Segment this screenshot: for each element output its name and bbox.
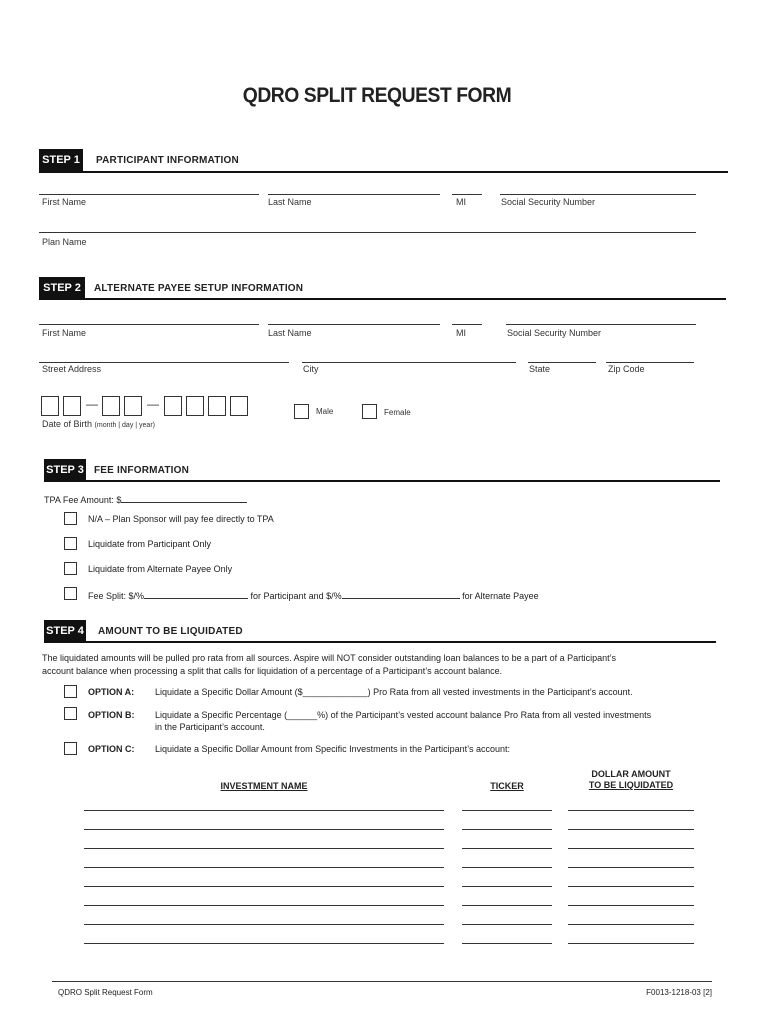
city-label: City [303,364,319,374]
dollar-amount-field[interactable] [568,905,694,906]
dob-label-text: Date of Birth [42,419,93,429]
option-c-label: OPTION C: [88,744,135,754]
dob-year-digit-3[interactable] [208,396,226,416]
street-address-field[interactable] [39,362,289,363]
female-checkbox[interactable] [362,404,377,419]
payee-ssn-label: Social Security Number [507,328,602,338]
option-a-checkbox[interactable] [64,685,77,698]
investment-name-field[interactable] [84,886,444,887]
fee-split-label: Fee Split: $/% [88,591,145,601]
dob-label [42,419,155,429]
ticker-field[interactable] [462,943,552,944]
dollar-amount-field[interactable] [568,829,694,830]
footer-form-name: QDRO Split Request Form [58,988,153,997]
ticker-field[interactable] [462,905,552,906]
investment-name-field[interactable] [84,829,444,830]
plan-name-label: Plan Name [42,237,87,247]
option-b-text-line-2: in the Participant’s account. [155,722,265,732]
fee-split-checkbox[interactable] [64,587,77,600]
zip-code-label: Zip Code [608,364,645,374]
payee-last-name-label: Last Name [268,328,312,338]
participant-first-name-label: First Name [42,197,87,207]
plan-name-field[interactable] [39,232,696,233]
dob-month-digit-2[interactable] [63,396,81,416]
step-2-tag: STEP 2 [39,277,85,299]
fee-split-participant-field[interactable] [144,589,248,599]
payee-first-name-field[interactable] [39,324,259,325]
dollar-amount-field[interactable] [568,848,694,849]
male-checkbox[interactable] [294,404,309,419]
step-3-title: FEE INFORMATION [94,465,190,476]
tpa-fee-amount-field[interactable] [121,493,247,503]
street-address-label: Street Address [42,364,102,374]
investment-name-header: INVESTMENT NAME [220,781,308,791]
dob-format-hint: (month | day | year) [94,422,155,429]
tpa-fee-label: TPA Fee Amount: $ [44,495,122,505]
fee-split-row [88,589,539,601]
payee-ssn-field[interactable] [506,324,696,325]
option-a-text: Liquidate a Specific Dollar Amount ($_____________) Pro Rata from all vested investments in the Participant’s account. [155,687,633,697]
payee-mi-label: MI [456,328,466,338]
dob-month-digit-1[interactable] [41,396,59,416]
dob-year-digit-4[interactable] [230,396,248,416]
step-4-intro-line-1: The liquidated amounts will be pulled pro rata from all sources. Aspire will NOT consider outstanding loan balances to be a part of a Participant’s [42,653,616,663]
dob-day-digit-2[interactable] [124,396,142,416]
ticker-field[interactable] [462,886,552,887]
investment-name-field[interactable] [84,905,444,906]
fee-split-end-label: for Alternate Payee [462,591,539,601]
dob-separator-2: — [147,397,159,411]
participant-last-name-field[interactable] [268,194,440,195]
step-4-rule [44,641,716,643]
option-b-checkbox[interactable] [64,707,77,720]
page-title: QDRO SPLIT REQUEST FORM [242,84,512,107]
dob-year-digit-2[interactable] [186,396,204,416]
tpa-fee-row [44,493,247,505]
dollar-amount-field[interactable] [568,810,694,811]
payee-last-name-field[interactable] [268,324,440,325]
investment-name-field[interactable] [84,810,444,811]
fee-alternate-label: Liquidate from Alternate Payee Only [88,564,233,574]
step-3-tag: STEP 3 [44,459,86,481]
zip-code-field[interactable] [606,362,694,363]
state-field[interactable] [528,362,596,363]
step-1-tag: STEP 1 [39,149,83,171]
ticker-field[interactable] [462,829,552,830]
participant-last-name-label: Last Name [268,197,312,207]
dollar-amount-header-line-1: DOLLAR AMOUNT [591,769,671,779]
male-label: Male [316,407,334,416]
option-c-checkbox[interactable] [64,742,77,755]
investment-name-field[interactable] [84,867,444,868]
ticker-field[interactable] [462,924,552,925]
state-label: State [529,364,551,374]
ticker-field[interactable] [462,867,552,868]
footer-form-code: F0013-1218-03 [2] [646,988,712,997]
ticker-field[interactable] [462,810,552,811]
ticker-header: TICKER [490,781,524,791]
dollar-amount-field[interactable] [568,924,694,925]
dob-year-digit-1[interactable] [164,396,182,416]
option-a-label: OPTION A: [88,687,135,697]
female-label: Female [384,408,411,417]
dollar-amount-field[interactable] [568,943,694,944]
investment-name-field[interactable] [84,848,444,849]
dollar-amount-field[interactable] [568,867,694,868]
dob-day-digit-1[interactable] [102,396,120,416]
payee-first-name-label: First Name [42,328,87,338]
investment-name-field[interactable] [84,943,444,944]
payee-mi-field[interactable] [452,324,482,325]
fee-na-checkbox[interactable] [64,512,77,525]
footer-rule [52,981,712,982]
participant-ssn-field[interactable] [500,194,696,195]
ticker-field[interactable] [462,848,552,849]
option-b-label: OPTION B: [88,710,135,720]
option-b-text-line-1: Liquidate a Specific Percentage (______%) of the Participant’s vested account balance Pro Rata from all vested investments [155,710,652,720]
fee-na-label: N/A – Plan Sponsor will pay fee directly to TPA [88,514,274,524]
participant-mi-field[interactable] [452,194,482,195]
step-2-rule [39,298,726,300]
step-1-rule [39,171,728,173]
fee-split-alternate-field[interactable] [342,589,460,599]
step-2-title: ALTERNATE PAYEE SETUP INFORMATION [94,283,304,294]
fee-participant-label: Liquidate from Participant Only [88,539,212,549]
dollar-amount-header [568,769,694,790]
step-3-rule [44,480,720,482]
dob-separator-1: — [86,397,98,411]
step-4-tag: STEP 4 [44,620,86,642]
participant-ssn-label: Social Security Number [501,197,596,207]
investment-name-field[interactable] [84,924,444,925]
fee-alternate-checkbox[interactable] [64,562,77,575]
step-4-title: AMOUNT TO BE LIQUIDATED [98,626,243,637]
participant-mi-label: MI [456,197,466,207]
fee-split-middle-label: for Participant and $/% [250,591,342,601]
dollar-amount-header-line-2: TO BE LIQUIDATED [588,780,674,790]
step-4-intro-line-2: account balance when processing a split that calls for liquidation of a percentage of a Participant’s account balance. [42,666,503,676]
city-field[interactable] [302,362,516,363]
dollar-amount-field[interactable] [568,886,694,887]
step-1-title: PARTICIPANT INFORMATION [96,155,239,166]
option-c-text: Liquidate a Specific Dollar Amount from Specific Investments in the Participant’s account: [155,744,511,754]
participant-first-name-field[interactable] [39,194,259,195]
fee-participant-checkbox[interactable] [64,537,77,550]
